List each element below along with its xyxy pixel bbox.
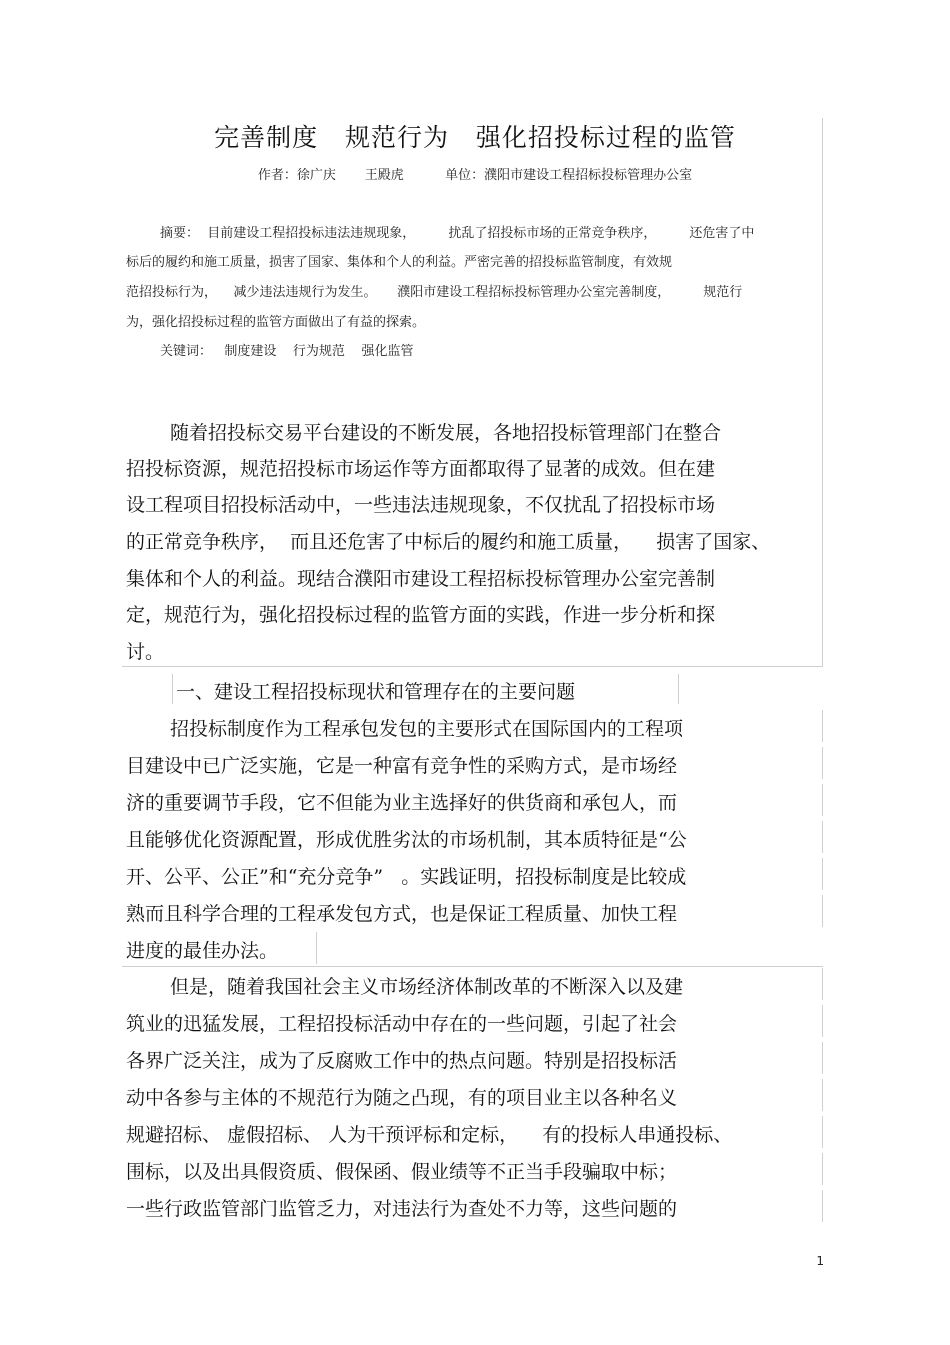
body-line: 且能够优化资源配置，形成优胜劣汰的市场机制，其本质特征是“公 xyxy=(126,829,687,851)
frame-line xyxy=(822,1079,823,1111)
frame-line xyxy=(316,932,317,964)
body-line: 动中各参与主体的不规范行为随之凸现，有的项目业主以各种名义 xyxy=(126,1087,678,1109)
page-number: 1 xyxy=(816,1254,824,1268)
frame-line xyxy=(822,895,823,927)
body-line: 目建设中已广泛实施，它是一种富有竞争性的采购方式，是市场经 xyxy=(126,755,678,777)
body-line: 集体和个人的利益。现结合濮阳市建设工程招标投标管理办公室完善制 xyxy=(126,568,716,590)
body-line: 定，规范行为，强化招投标过程的监管方面的实践，作进一步分析和探 xyxy=(126,604,716,626)
frame-line xyxy=(822,1190,823,1222)
body-line: 进度的最佳办法。 xyxy=(126,940,279,962)
section-heading: 一、建设工程招投标现状和管理存在的主要问题 xyxy=(176,681,576,703)
body-line: 开、公平、公正”和“充分竞争” 。实践证明，招投标制度是比较成 xyxy=(126,866,687,888)
frame-line xyxy=(122,966,823,967)
body-line: 熟而且科学合理的工程承发包方式，也是保证工程质量、加快工程 xyxy=(126,903,678,925)
frame-line xyxy=(822,1116,823,1148)
author-line: 作者：徐广庆 王殿虎 单位：濮阳市建设工程招标投标管理办公室 xyxy=(257,168,693,183)
abstract-line: 标后的履约和施工质量，损害了国家、集体和个人的利益。严密完善的招投标监管制度，有效规 xyxy=(126,255,673,270)
body-line: 规避招标、 虚假招标、 人为干预评标和定标， 有的投标人串通投标、 xyxy=(126,1124,733,1146)
frame-line xyxy=(678,674,679,704)
frame-line xyxy=(822,784,823,816)
body-line: 一些行政监管部门监管乏力，对违法行为查处不力等，这些问题的 xyxy=(126,1198,678,1220)
body-line: 济的重要调节手段，它不但能为业主选择好的供货商和承包人，而 xyxy=(126,792,678,814)
body-line: 讨。 xyxy=(126,641,165,663)
body-line: 但是，随着我国社会主义市场经济体制改革的不断深入以及建 xyxy=(170,976,684,998)
body-line: 各界广泛关注，成为了反腐败工作中的热点问题。特别是招投标活 xyxy=(126,1050,678,1072)
body-line: 筑业的迅猛发展，工程招投标活动中存在的一些问题，引起了社会 xyxy=(126,1013,678,1035)
body-line: 围标，以及出具假资质、假保函、假业绩等不正当手段骗取中标； xyxy=(126,1161,678,1183)
frame-line xyxy=(822,1005,823,1037)
abstract-line: 为，强化招投标过程的监管方面做出了有益的探索。 xyxy=(126,315,426,330)
keywords-line: 关键词： 制度建设 行为规范 强化监管 xyxy=(160,344,414,359)
frame-line xyxy=(822,118,823,666)
frame-line xyxy=(822,858,823,890)
abstract-line: 摘要： 目前建设工程招投标违法违规现象， 扰乱了招投标市场的正常竞争秩序， 还危害了中 xyxy=(160,226,755,241)
document-title: 完善制度 规范行为 强化招投标过程的监管 xyxy=(214,123,736,152)
body-line: 设工程项目招投标活动中，一些违法违规现象，不仅扰乱了招投标市场 xyxy=(126,494,716,516)
frame-line xyxy=(822,1042,823,1074)
frame-line xyxy=(822,710,823,742)
frame-line xyxy=(122,666,823,667)
body-line: 的正常竞争秩序， 而且还危害了中标后的履约和施工质量， 损害了国家、 xyxy=(126,531,771,553)
abstract-line: 范招投标行为， 减少违法违规行为发生。 濮阳市建设工程招标投标管理办公室完善制度， 规范行 xyxy=(126,285,743,300)
frame-line xyxy=(172,674,173,704)
frame-line xyxy=(822,747,823,779)
body-line: 随着招投标交易平台建设的不断发展，各地招投标管理部门在整合 xyxy=(170,422,722,444)
frame-line xyxy=(822,968,823,1000)
frame-line xyxy=(822,1153,823,1185)
body-line: 招投标资源，规范招投标市场运作等方面都取得了显著的成效。但在建 xyxy=(126,458,716,480)
body-line: 招投标制度作为工程承包发包的主要形式在国际国内的工程项 xyxy=(170,718,684,740)
frame-line xyxy=(822,821,823,853)
